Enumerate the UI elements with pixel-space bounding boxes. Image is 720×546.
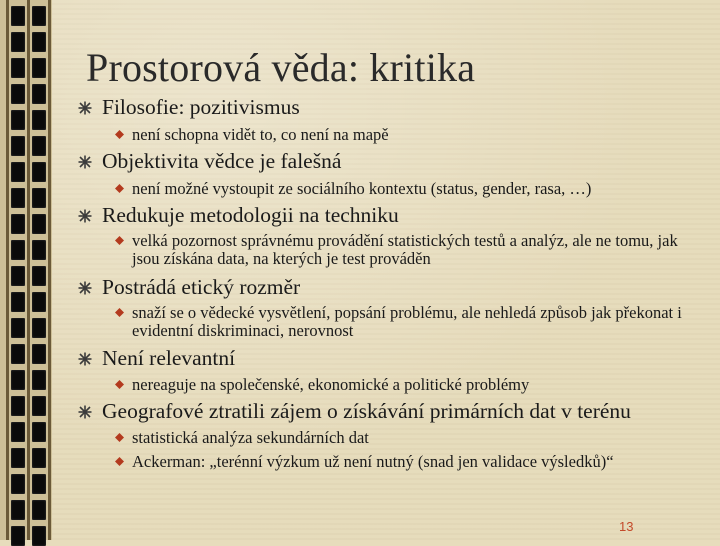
page-number: 13 [619,519,634,534]
bullet-item [102,346,235,371]
sub-bullet-item [132,453,702,471]
star-bullet-icon [78,101,92,115]
star-bullet-icon [78,352,92,366]
sub-bullet-text: velká pozornost správnému provádění statistických testů a analýz, ale ne tomu, jak jsou získána data, na kterých je test prováděn [132,231,678,268]
diamond-bullet-icon [115,457,124,466]
sub-bullet-item [132,180,702,198]
sub-bullet-text: nereaguje na společenské, ekonomické a politické problémy [132,375,530,394]
slide-title: Prostorová věda: kritika [86,45,476,90]
bullet-text: Filosofie: pozitivismus [102,95,300,119]
star-bullet-icon [78,155,92,169]
bullet-text: Není relevantní [102,346,236,370]
sub-bullet-text: snaží se o vědecké vysvětlení, popsání problému, ale nehledá způsob jak překonat i evidentní diskriminaci, nerovnost [132,303,682,340]
sub-bullet-item [132,232,702,268]
sub-bullet-item [132,429,702,447]
sub-bullet-item [132,304,702,340]
diamond-bullet-icon [115,184,124,193]
bullet-text: Redukuje metodologii na techniku [102,203,399,227]
bullet-item [102,275,300,300]
bullet-item [102,149,341,174]
diamond-bullet-icon [115,236,124,245]
bullet-item [102,95,300,120]
sub-bullet-text: není schopna vidět to, co není na mapě [132,125,389,144]
sub-bullet-item [132,376,702,394]
bullet-text: Geografové ztratili zájem o získávání primárních dat v terénu [102,399,631,423]
sub-bullet-text: Ackerman: „terénní výzkum už není nutný (snad jen validace výsledků)“ [132,452,614,471]
star-bullet-icon [78,281,92,295]
sub-bullet-text: není možné vystoupit ze sociálního kontextu (status, gender, rasa, …) [132,179,592,198]
diamond-bullet-icon [115,308,124,317]
bullet-text: Postrádá etický rozměr [102,275,301,299]
diamond-bullet-icon [115,130,124,139]
star-bullet-icon [78,405,92,419]
sub-bullet-item [132,126,702,144]
bullet-item [102,399,631,424]
diamond-bullet-icon [115,433,124,442]
bullet-item [102,203,399,228]
sub-bullet-text: statistická analýza sekundárních dat [132,428,369,447]
diamond-bullet-icon [115,380,124,389]
star-bullet-icon [78,209,92,223]
bullet-text: Objektivita vědce je falešná [102,149,342,173]
